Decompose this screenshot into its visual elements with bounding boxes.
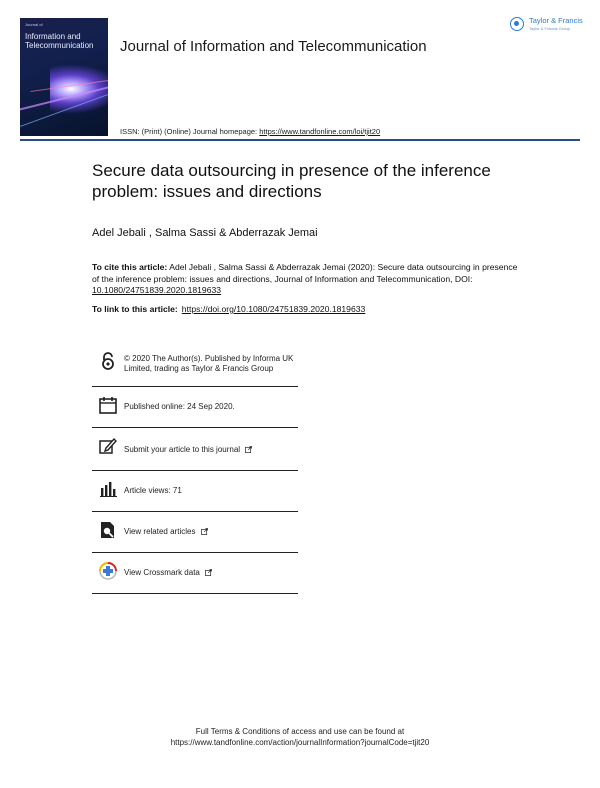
header-divider [20,139,580,141]
external-link-icon [201,528,208,535]
calendar-icon [98,395,118,415]
crossmark-row[interactable] [92,553,298,594]
publisher-logo [510,16,590,36]
view-related-label: View related articles [124,527,196,536]
crossmark-icon [98,561,118,581]
view-related-link[interactable] [124,527,208,537]
article-doi-url[interactable]: https://doi.org/10.1080/24751839.2020.1819633 [181,304,366,314]
publisher-subbrand: Taylor & Francis Group [529,26,570,31]
citation-label: To cite this article: [92,262,168,272]
open-access-lock-icon [98,351,118,371]
article-authors: Adel Jebali , Salma Sassi & Abderrazak Jemai [92,227,318,239]
crossmark-label: View Crossmark data [124,568,200,577]
crossmark-link[interactable] [124,568,212,578]
cover-label: Journal of [25,22,43,27]
journal-homepage-link[interactable]: https://www.tandfonline.com/loi/tjit20 [259,127,381,136]
article-link-line [92,304,365,314]
related-articles-search-icon [98,520,118,540]
journal-title: Journal of Information and Telecommunication [120,38,427,55]
license-text: © 2020 The Author(s). Published by Informa UK Limited, trading as Taylor & Francis Group [124,354,294,373]
related-row[interactable] [92,512,298,553]
publisher-brand: Taylor & Francis [529,16,583,25]
issn-text: ISSN: (Print) (Online) Journal homepage: [120,127,260,136]
citation-block [92,262,522,297]
license-row [92,342,298,387]
bar-chart-icon [98,479,118,499]
published-date: Published online: 24 Sep 2020. [124,402,235,411]
article-info-list [92,342,298,594]
doi-link[interactable]: 10.1080/24751839.2020.1819633 [92,285,222,295]
issn-line [120,127,380,136]
article-views: Article views: 71 [124,486,182,495]
publisher-logo-icon [510,17,524,31]
article-title: Secure data outsourcing in presence of the inference problem: issues and directions [92,161,491,201]
submit-article-link[interactable] [124,445,252,455]
footer [0,726,600,748]
external-link-icon [245,446,252,453]
journal-cover-image [20,18,108,136]
article-link-label: To link to this article: [92,304,178,314]
views-row [92,471,298,512]
external-link-icon [205,569,212,576]
edit-pencil-icon [98,436,118,456]
footer-terms-text: Full Terms & Conditions of access and use can be found at [195,727,405,736]
submit-row[interactable] [92,428,298,471]
footer-terms-url[interactable]: https://www.tandfonline.com/action/journalInformation?journalCode=tjit20 [170,738,430,747]
published-row [92,387,298,428]
submit-article-label: Submit your article to this journal [124,445,241,454]
citation-text: Adel Jebali , Salma Sassi & Abderrazak Jemai (2020): Secure data outsourcing in presence of the inference problem: issues and directions, Journal of Information and Telecommunication, DOI: [92,262,518,284]
cover-title: Information and Telecommunication [25,32,94,50]
